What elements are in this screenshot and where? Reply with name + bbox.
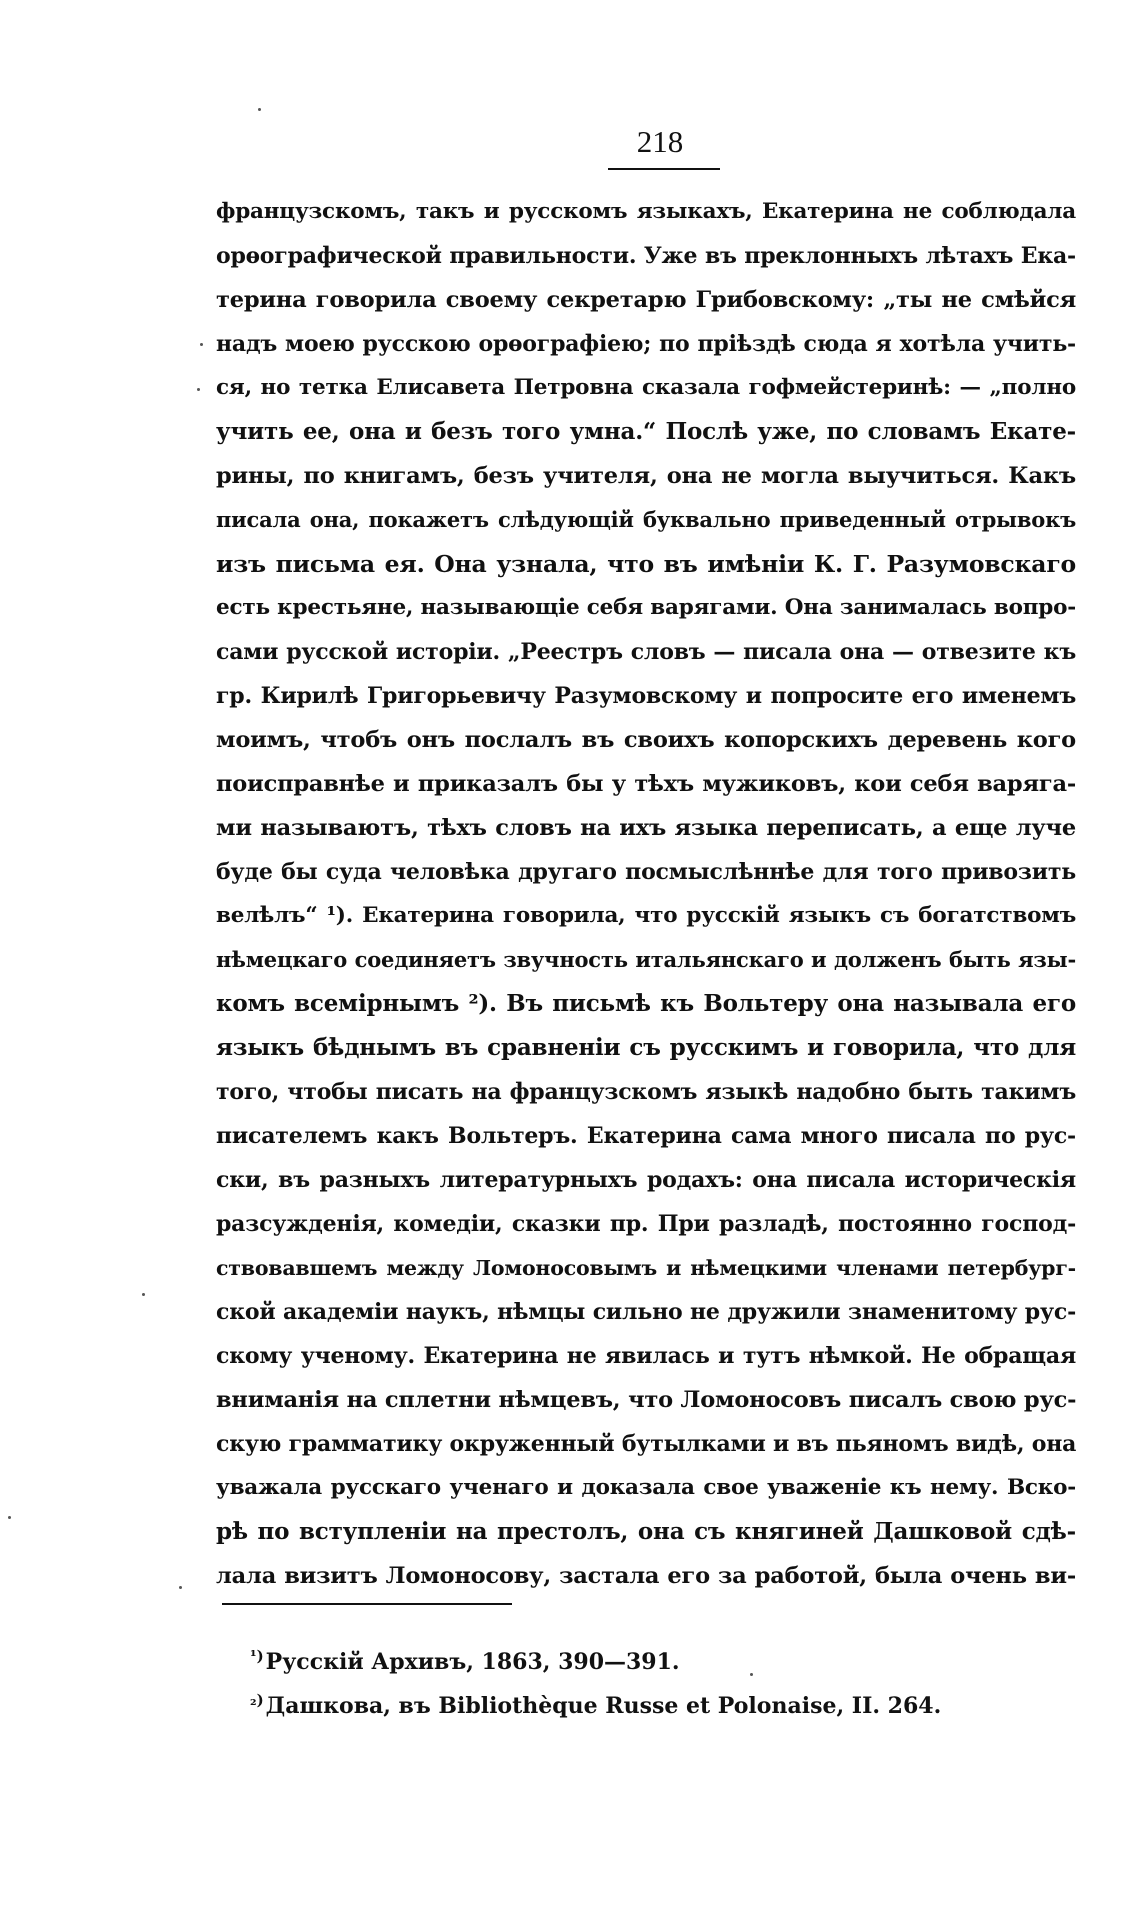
body-text [216, 190, 1076, 1598]
page-number-underline [608, 168, 720, 170]
text-line: французскомъ, такъ и русскомъ языкахъ, Екатерина не соблюдала [216, 199, 1076, 224]
text-line: языкъ бѣднымъ въ сравненіи съ русскимъ и говорила, что для [216, 1034, 1076, 1061]
scan-speck [200, 343, 203, 346]
text-line: есть крестьяне, называющіе себя варягами. Она занималась вопро- [216, 595, 1076, 620]
text-line: сами русской исторіи. „Реестръ словъ — писала она — отвезите къ [216, 639, 1076, 665]
footnote-text: Дашкова, въ Bibliothèque Russe et Polonaise, II. 264. [265, 1693, 942, 1719]
scan-speck [142, 1293, 145, 1296]
text-line: уважала русскаго ученаго и доказала свое уваженіе къ нему. Вско- [216, 1475, 1076, 1500]
footnotes [250, 1640, 1050, 1728]
text-line: моимъ, чтобъ онъ послалъ въ своихъ копорскихъ деревень кого [216, 727, 1076, 753]
footnote [250, 1684, 1050, 1728]
text-line: комъ всемірнымъ ²). Въ письмѣ къ Вольтеру она называла его [216, 990, 1076, 1017]
text-line: надъ моею русскою орѳографіею; по пріѣздѣ сюда я хотѣла учить- [216, 331, 1076, 357]
text-line: орѳографической правильности. Уже въ преклонныхъ лѣтахъ Ека- [216, 243, 1076, 269]
text-line: учить ее, она и безъ того умна.“ Послѣ уже, по словамъ Екате- [216, 418, 1076, 445]
text-line: ми называютъ, тѣхъ словъ на ихъ языка переписать, а еще луче [216, 815, 1076, 841]
text-line: писателемъ какъ Вольтеръ. Екатерина сама много писала по рус- [216, 1123, 1076, 1149]
scan-speck [8, 1516, 11, 1519]
text-line: скому ученому. Екатерина не явилась и тутъ нѣмкой. Не обращая [216, 1343, 1076, 1369]
footnote-marker: ₂) [250, 1690, 264, 1709]
footnote-marker: ¹) [250, 1646, 264, 1665]
page-number: 218 [636, 124, 684, 159]
text-line: скую грамматику окруженный бутылками и въ пьяномъ видѣ, она [216, 1431, 1076, 1457]
text-line: нѣмецкаго соединяетъ звучность итальянскаго и долженъ быть язы- [216, 947, 1076, 972]
footnote-separator [222, 1603, 512, 1605]
text-line: ся, но тетка Елисавета Петровна сказала гофмейстеринѣ: — „полно [216, 375, 1076, 400]
scan-speck [750, 1673, 753, 1676]
text-line: рины, по книгамъ, безъ учителя, она не могла выучиться. Какъ [216, 463, 1076, 489]
text-line: ски, въ разныхъ литературныхъ родахъ: она писала историческія [216, 1167, 1076, 1193]
text-line: поисправнѣе и приказалъ бы у тѣхъ мужиковъ, кои себя варяга- [216, 771, 1076, 797]
text-line: ствовавшемъ между Ломоносовымъ и нѣмецкими членами петербург- [216, 1256, 1076, 1280]
scan-speck [258, 108, 261, 111]
text-line: рѣ по вступленіи на престолъ, она съ княгиней Дашковой сдѣ- [216, 1518, 1076, 1545]
text-line: ской академіи наукъ, нѣмцы сильно не дружили знаменитому рус- [216, 1299, 1076, 1325]
footnote [250, 1640, 1050, 1684]
text-line: лала визитъ Ломоносову, застала его за работой, была очень ви- [216, 1563, 1076, 1589]
text-line: того, чтобы писать на французскомъ языкѣ надобно быть такимъ [216, 1079, 1076, 1105]
footnote-text: Русскій Архивъ, 1863, 390—391. [265, 1649, 680, 1675]
text-line: писала она, покажетъ слѣдующій буквально приведенный отрывокъ [216, 507, 1076, 532]
text-line: гр. Кирилѣ Григорьевичу Разумовскому и попросите его именемъ [216, 683, 1076, 709]
text-line: велѣлъ“ ¹). Екатерина говорила, что русскій языкъ съ богатствомъ [216, 903, 1076, 928]
text-line: буде бы суда человѣка другаго посмыслѣннѣе для того привозить [216, 859, 1076, 885]
scan-speck [179, 1586, 182, 1589]
scan-speck [197, 388, 200, 391]
text-line: изъ письма ея. Она узнала, что въ имѣніи К. Г. Разумовскаго [216, 550, 1076, 578]
text-line: вниманія на сплетни нѣмцевъ, что Ломоносовъ писалъ свою рус- [216, 1387, 1076, 1413]
text-line: терина говорила своему секретарю Грибовскому: „ты не смѣйся [216, 287, 1076, 313]
text-line: разсужденія, комедіи, сказки пр. При разладѣ, постоянно господ- [216, 1211, 1076, 1237]
